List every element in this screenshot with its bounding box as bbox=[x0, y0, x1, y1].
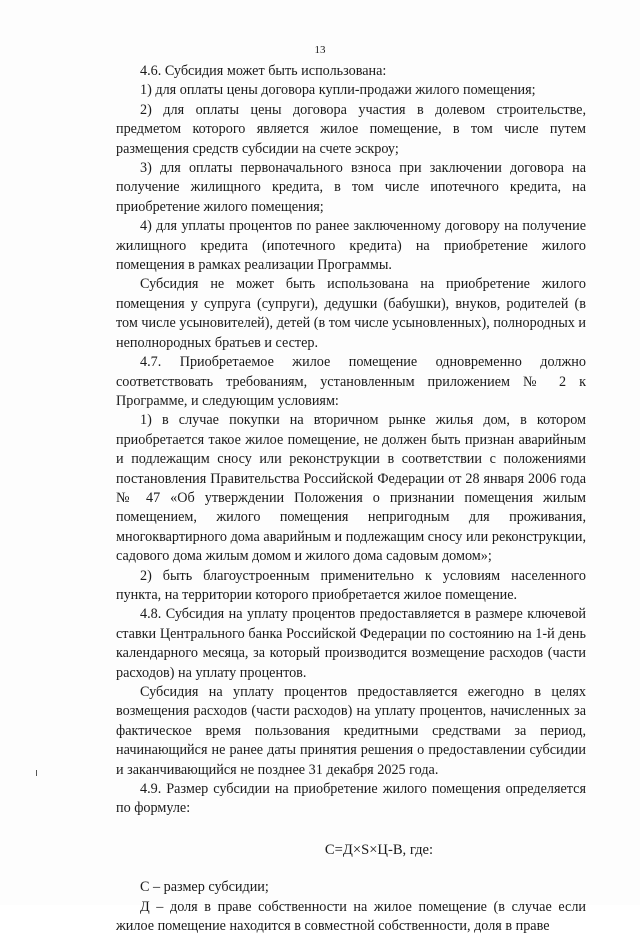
paragraph-4-7-item-2: 2) быть благоустроенным применительно к условиям населенного пункта, на территории которого приобретается жилое помещение. bbox=[116, 567, 586, 603]
paragraph-4-6-item-4: 4) для уплаты процентов по ранее заключенному договору на получение жилищного кредита (ипотечного кредита) на приобретение жилого помещения в рамках реализации Программы. bbox=[116, 218, 586, 274]
definition-c: С – размер субсидии; bbox=[140, 879, 269, 896]
paragraph-4-8: 4.8. Субсидия на уплату процентов предоставляется в размере ключевой ставки Центрального банка Российской Федерации по состоянию на 1-й день календарного месяца, за который производится возмещение расходов (части расходов) на уплату процентов. bbox=[116, 606, 586, 681]
paragraph-interest-subsidy: Субсидия на уплату процентов предоставляется ежегодно в целях возмещения расходов (части расходов) на уплату процентов, начисленных за фактическое время пользования кредитными средствами за период, начинающийся не ранее даты принятия решения о предоставлении субсидии и заканчивающийся не позднее 31 декабря 2025 года. bbox=[116, 684, 586, 778]
paragraph-4-7-item-1: 1) в случае покупки на вторичном рынке жилья дом, в котором приобретается такое жилое помещение, не должен быть признан аварийным и подлежащим сносу или реконструкции в соответствии с положениями постановления Правительства Российской Федерации от 28 января 2006 года № 47 «Об утверждении Положения о признании помещения жилым помещением, жилого помещения непригодным для проживания, многоквартирного дома аварийным и подлежащим сносу или реконструкции, садового дома жилым домом и жилого дома садовым домом»; bbox=[116, 412, 586, 565]
margin-mark bbox=[36, 770, 37, 776]
paragraph-subsidy-restriction: Субсидия не может быть использована на приобретение жилого помещения у супруга (супруги), дедушки (бабушки), внуков, родителей (в том числе усыновителей), детей (в том числе усыновленных), полнородных и неполнородных братьев и сестер. bbox=[116, 276, 586, 351]
definition-d: Д – доля в праве собственности на жилое помещение (в случае если жилое помещение находится в совместной собственности, доля в праве bbox=[116, 898, 586, 935]
paragraph-4-7: 4.7. Приобретаемое жилое помещение одновременно должно соответствовать требованиям, установленным приложением № 2 к Программе, и следующим условиям: bbox=[116, 354, 586, 409]
formula: С=Д×S×Ц-В, где: bbox=[324, 841, 434, 858]
paragraph-4-6-item-3: 3) для оплаты первоначального взноса при заключении договора на получение жилищного кредита, в том числе ипотечного кредита, на приобретение жилого помещения; bbox=[116, 160, 586, 215]
paragraph-4-6-item-1: 1) для оплаты цены договора купли-продажи жилого помещения; bbox=[140, 82, 536, 99]
paragraph-4-6-heading: 4.6. Субсидия может быть использована: bbox=[140, 63, 387, 79]
page-number: 13 bbox=[314, 44, 326, 56]
document-body bbox=[116, 62, 586, 936]
paragraph-4-6-item-2: 2) для оплаты цены договора участия в долевом строительстве, предметом которого является жилое помещение, в том числе путем размещения средств субсидии на счете эскроу; bbox=[116, 101, 586, 157]
paragraph-4-9: 4.9. Размер субсидии на приобретение жилого помещения определяется по формуле: bbox=[116, 781, 586, 817]
